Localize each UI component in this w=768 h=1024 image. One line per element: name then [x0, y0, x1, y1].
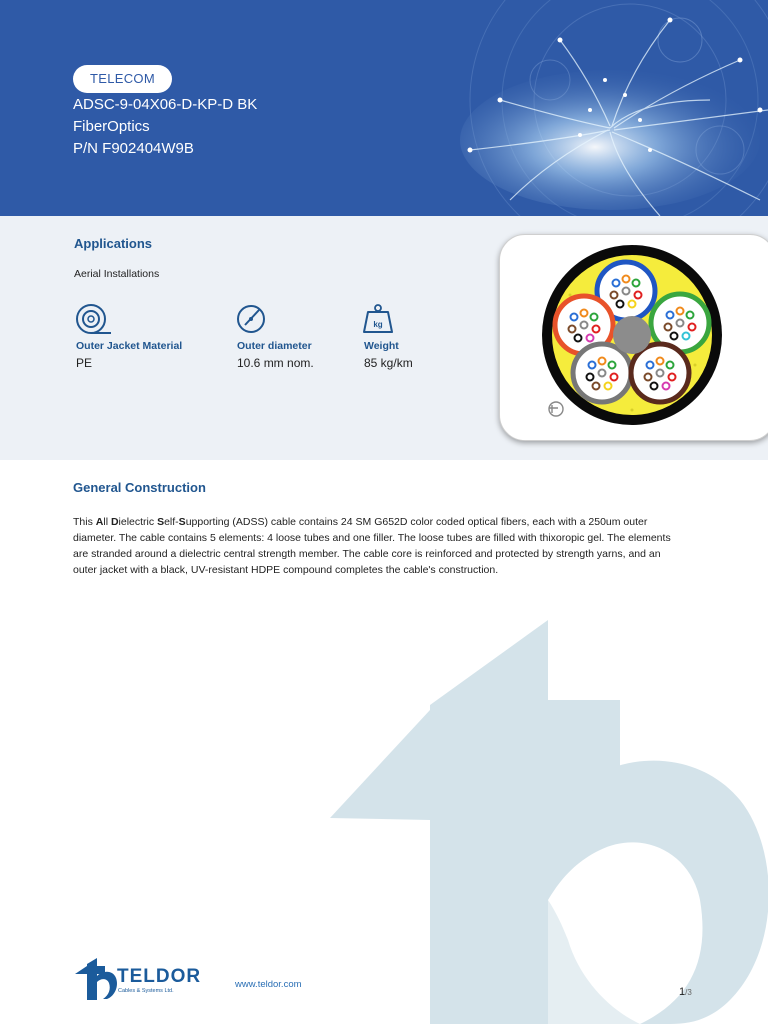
cable-reel-icon: [74, 302, 114, 336]
spec-label: Weight: [364, 340, 399, 352]
text-run-bold: S: [178, 516, 186, 528]
text-run-bold: A: [95, 516, 104, 528]
text-run: ll: [103, 516, 111, 528]
general-construction-title: General Construction: [73, 480, 206, 495]
spec-weight: [362, 302, 502, 370]
header-banner: [0, 0, 768, 216]
general-construction-text: [73, 514, 673, 578]
spec-value: 10.6 mm nom.: [237, 356, 314, 370]
text-run: ielectric: [118, 516, 158, 528]
spec-value: 85 kg/km: [364, 356, 413, 370]
spec-label: Outer Jacket Material: [76, 340, 183, 352]
text-run: upporting (ADSS) cable contains 24 SM G652D color coded optical fibers, each with a 250um outer diameter. The cable contains 5 elements: 4 loose tubes and one filler. The loose tubes are filled with thixoropic gel. The elements are stranded around a dielectric central strength member. The cable core is reinforced and protected by strength yarns, and an outer jacket with a black, UV-resistant HDPE compound completes the cable's construction.: [73, 516, 671, 576]
website-link[interactable]: www.teldor.com: [235, 979, 302, 990]
spec-value: PE: [76, 356, 93, 370]
text-run-bold: D: [110, 516, 119, 528]
cable-cross-section-card: [499, 234, 768, 441]
applications-text: Aerial Installations: [74, 268, 160, 280]
cable-cross-section-image: [500, 235, 768, 440]
logo-subtitle: Cables & Systems Ltd.: [118, 988, 174, 994]
spec-outer-diameter: [235, 302, 375, 370]
text-run: This: [73, 516, 96, 528]
weight-kg-icon: [362, 302, 402, 336]
text-run-bold: S: [157, 516, 165, 528]
logo-name: TELDOR: [117, 966, 202, 987]
diameter-gauge-icon: [235, 302, 275, 336]
product-family: FiberOptics: [73, 118, 150, 135]
teldor-mark-icon: [549, 402, 563, 416]
total-pages: /3: [685, 988, 692, 997]
current-page: 1: [679, 986, 686, 998]
applications-title: Applications: [74, 236, 153, 251]
spec-outer-jacket: [74, 302, 214, 370]
fiber-optics-image: [440, 0, 768, 216]
kg-text: kg: [373, 320, 383, 329]
spec-label: Outer diameter: [237, 340, 312, 352]
part-number: P/N F902404W9B: [73, 140, 194, 157]
text-run: elf-: [164, 516, 179, 528]
product-code: ADSC-9-04X06-D-KP-D BK: [73, 96, 258, 113]
category-badge: TELECOM: [73, 65, 172, 93]
page-number: [679, 986, 692, 998]
teldor-watermark-logo: [310, 600, 768, 1024]
